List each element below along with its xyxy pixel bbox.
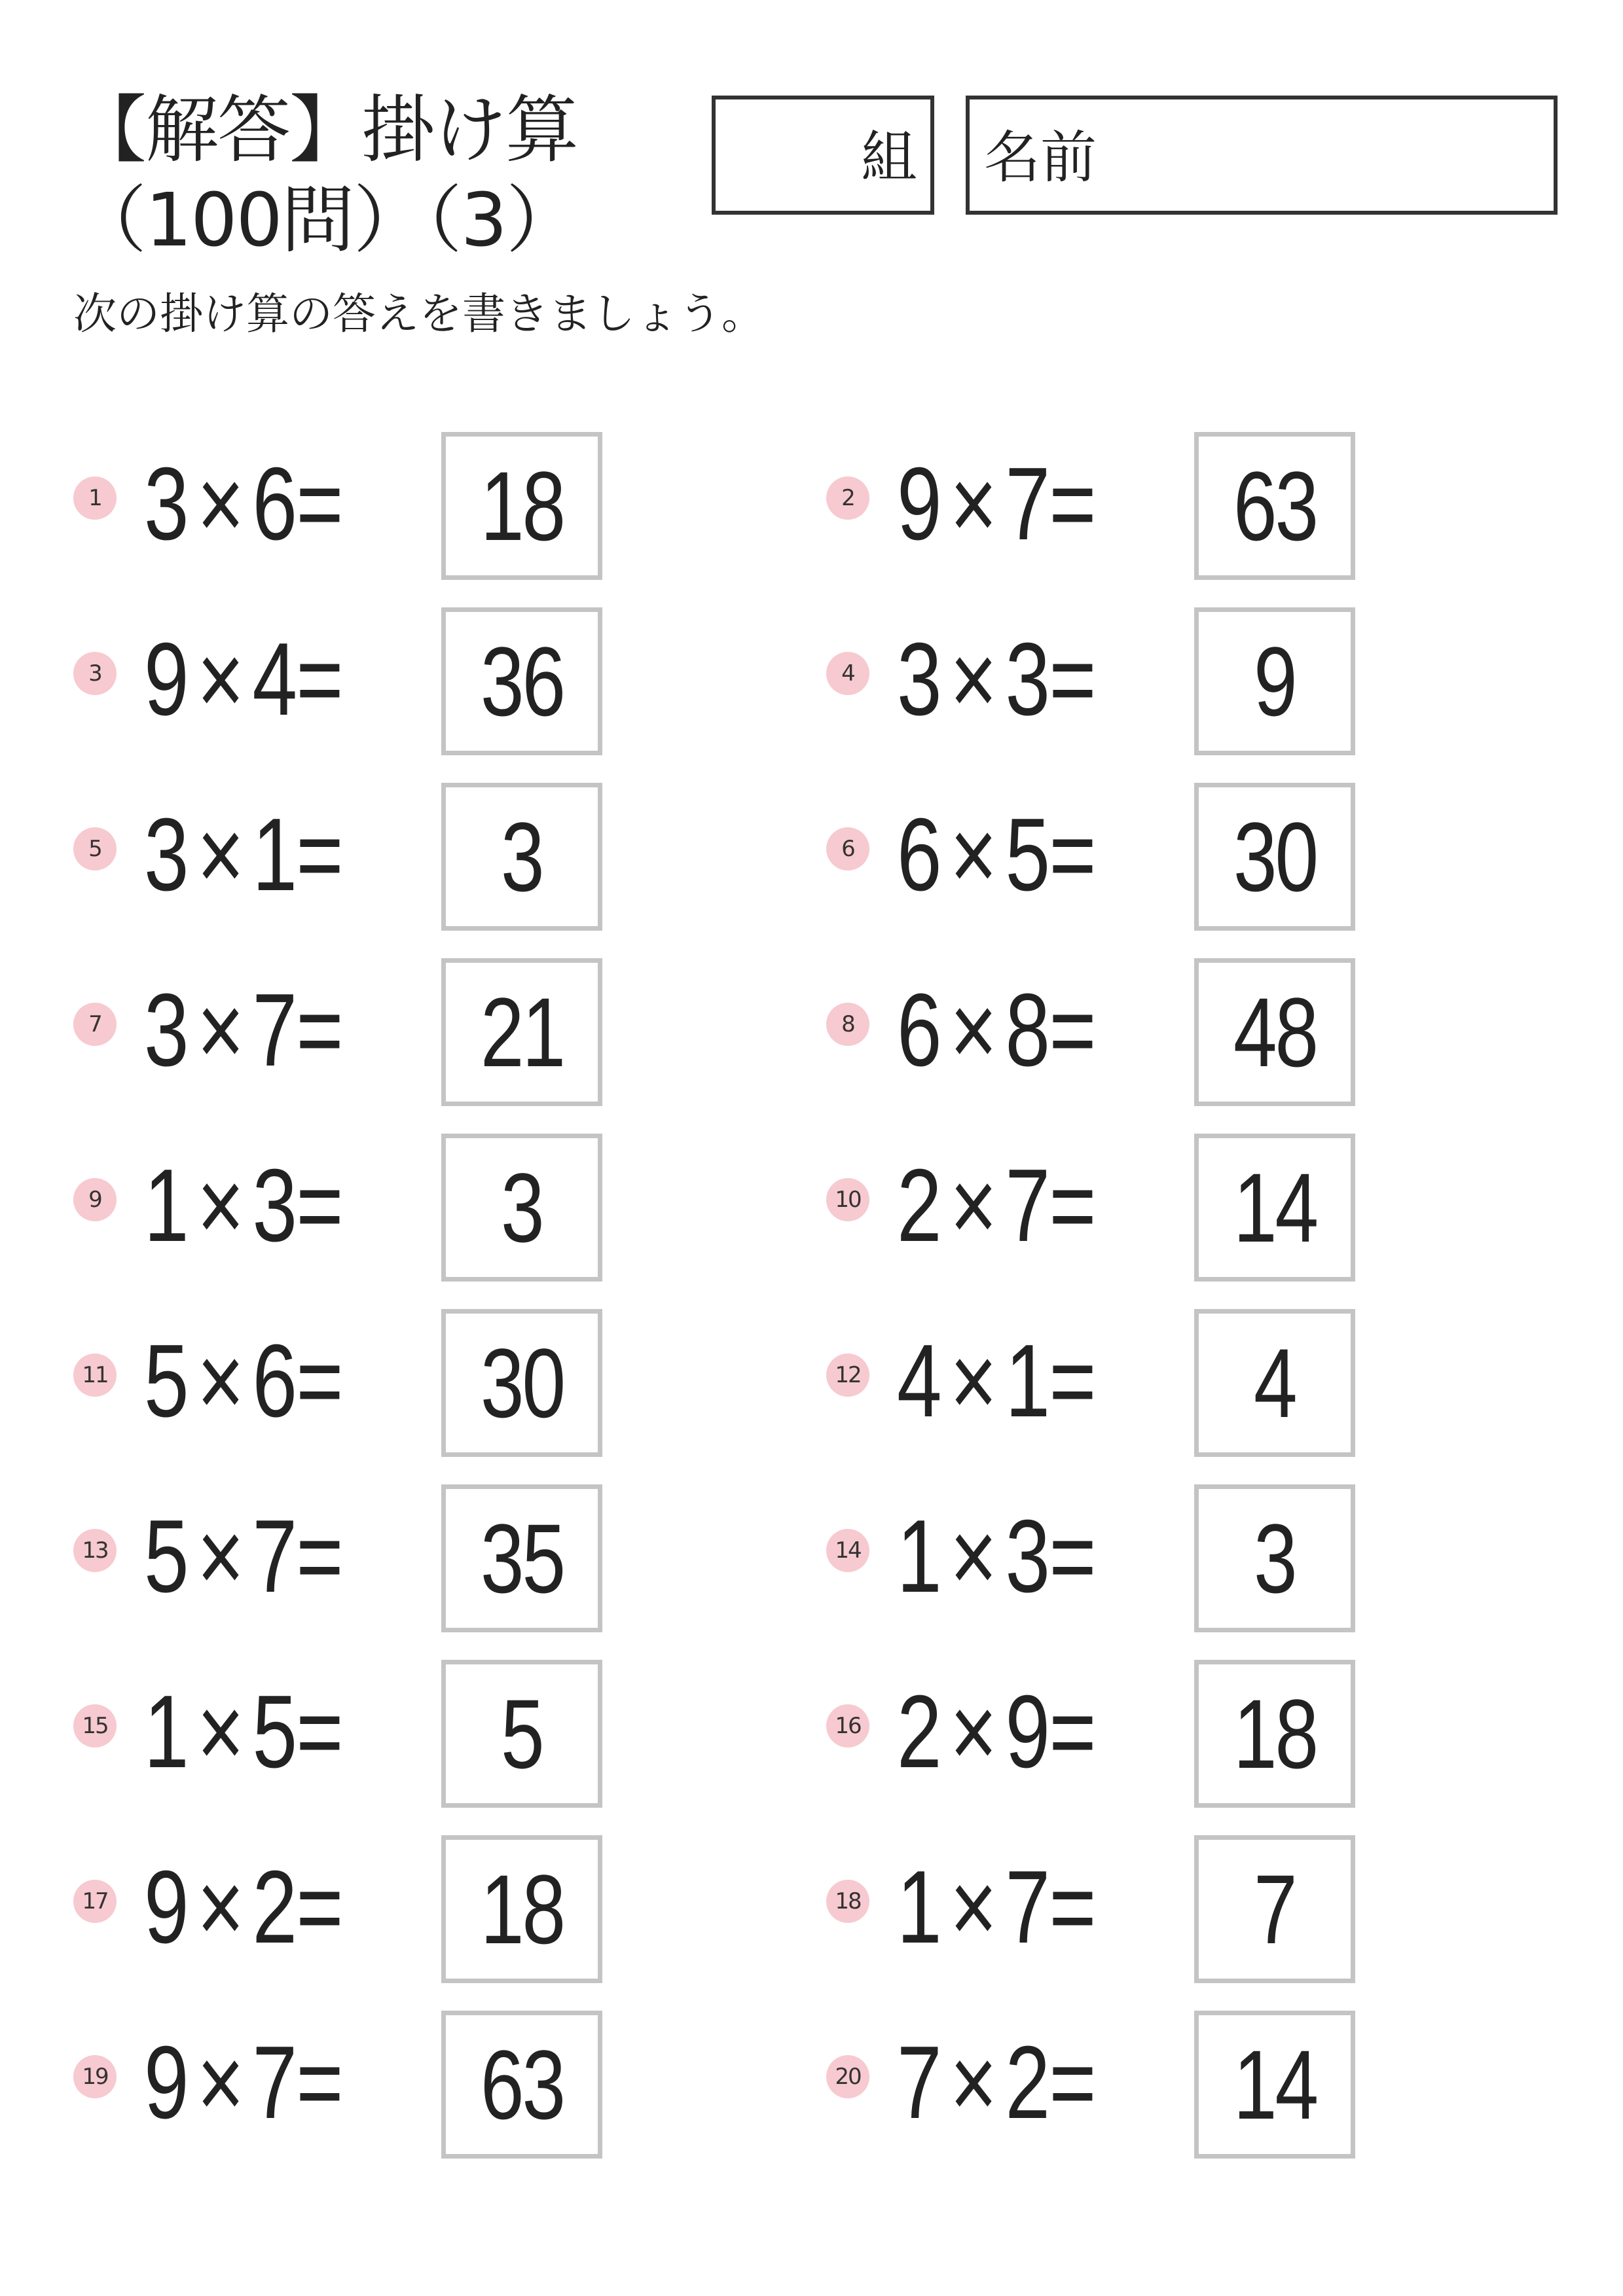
operand-b: 2: [252, 1850, 297, 1965]
times-sign: ×: [950, 797, 996, 912]
answer-box[interactable]: [1194, 2011, 1355, 2159]
equals-sign: =: [1049, 446, 1095, 562]
problem-number-badge: 17: [73, 1880, 117, 1923]
problem-item: [826, 958, 1389, 1106]
problem-expression: [144, 1842, 342, 1973]
title-line-2: （100問）（3）: [73, 178, 579, 263]
operand-b: 6: [252, 1323, 297, 1439]
times-sign: ×: [950, 973, 996, 1088]
equals-sign: =: [296, 1148, 342, 1263]
equals-sign: =: [1049, 797, 1095, 912]
operand-b: 7: [252, 973, 297, 1088]
times-sign: ×: [950, 1499, 996, 1614]
answer-value: 14: [1233, 1153, 1317, 1263]
operand-b: 2: [1005, 2025, 1049, 2140]
title-line-1: 【解答】掛け算: [73, 88, 577, 173]
operand-a: 9: [897, 446, 941, 562]
problem-number-badge: 19: [73, 2055, 117, 2098]
operand-b: 5: [252, 1674, 297, 1789]
problem-item: [826, 1134, 1389, 1282]
answer-box[interactable]: [1194, 958, 1355, 1106]
problem-item: [826, 783, 1389, 931]
operand-b: 7: [252, 1499, 297, 1614]
page-title: [73, 85, 578, 266]
answer-box[interactable]: [441, 1484, 602, 1632]
answer-box[interactable]: [441, 1660, 602, 1808]
problem-number-badge: 6: [826, 827, 869, 870]
equals-sign: =: [296, 2025, 342, 2140]
times-sign: ×: [197, 1323, 244, 1439]
operand-b: 8: [1005, 973, 1049, 1088]
answer-value: 18: [1233, 1679, 1317, 1789]
equals-sign: =: [1049, 1850, 1095, 1965]
answer-box[interactable]: [441, 432, 602, 580]
problem-expression: [144, 1140, 342, 1271]
operand-b: 7: [1005, 1148, 1049, 1263]
times-sign: ×: [950, 2025, 996, 2140]
answer-value: 30: [1233, 802, 1317, 912]
answer-box[interactable]: [1194, 1484, 1355, 1632]
answer-value: 4: [1254, 1328, 1296, 1438]
equals-sign: =: [296, 1323, 342, 1439]
operand-a: 9: [144, 1850, 188, 1965]
problem-number-badge: 20: [826, 2055, 869, 2098]
answer-box[interactable]: [1194, 1134, 1355, 1282]
times-sign: ×: [197, 446, 244, 562]
operand-a: 5: [144, 1499, 188, 1614]
times-sign: ×: [950, 622, 996, 737]
instruction-text: 次の掛け算の答えを書きましょう。: [73, 289, 765, 339]
problem-item: [826, 1835, 1389, 1983]
problem-item: [826, 1660, 1389, 1808]
operand-a: 9: [144, 622, 188, 737]
operand-b: 3: [1005, 1499, 1049, 1614]
problem-number-badge: 5: [73, 827, 117, 870]
answer-box[interactable]: [441, 783, 602, 931]
problem-expression: [897, 789, 1095, 920]
answer-value: 3: [1254, 1503, 1296, 1613]
problem-expression: [144, 1666, 342, 1797]
operand-a: 2: [897, 1148, 941, 1263]
times-sign: ×: [950, 446, 996, 562]
operand-b: 5: [1005, 797, 1049, 912]
operand-a: 9: [144, 2025, 188, 2140]
name-label: 名前: [984, 125, 1097, 190]
problem-item: [826, 607, 1389, 755]
operand-b: 7: [252, 2025, 297, 2140]
equals-sign: =: [296, 446, 342, 562]
equals-sign: =: [1049, 973, 1095, 1088]
problem-number-badge: 3: [73, 652, 117, 695]
problem-expression: [144, 789, 342, 920]
equals-sign: =: [296, 973, 342, 1088]
operand-a: 7: [897, 2025, 941, 2140]
answer-value: 3: [501, 1153, 543, 1263]
problem-number-badge: 11: [73, 1354, 117, 1397]
equals-sign: =: [296, 622, 342, 737]
times-sign: ×: [197, 2025, 244, 2140]
times-sign: ×: [950, 1323, 996, 1439]
problem-expression: [897, 439, 1095, 569]
answer-box[interactable]: [441, 1134, 602, 1282]
answer-value: 18: [480, 451, 564, 561]
operand-a: 6: [897, 797, 941, 912]
problem-expression: [897, 965, 1095, 1096]
times-sign: ×: [197, 973, 244, 1088]
operand-a: 3: [144, 446, 188, 562]
problem-item: [73, 2011, 636, 2159]
problem-item: [73, 783, 636, 931]
problem-expression: [144, 2017, 342, 2148]
problem-expression: [144, 614, 342, 745]
operand-b: 6: [252, 446, 297, 562]
answer-box[interactable]: [1194, 1660, 1355, 1808]
problem-number-badge: 7: [73, 1003, 117, 1046]
answer-value: 5: [501, 1679, 543, 1789]
answer-value: 63: [1233, 451, 1317, 561]
times-sign: ×: [197, 1148, 244, 1263]
times-sign: ×: [950, 1148, 996, 1263]
answer-value: 36: [480, 626, 564, 736]
answer-value: 21: [480, 977, 564, 1087]
problem-expression: [144, 1491, 342, 1622]
operand-a: 4: [897, 1323, 941, 1439]
operand-b: 3: [252, 1148, 297, 1263]
problem-item: [73, 1835, 636, 1983]
answer-box[interactable]: [1194, 432, 1355, 580]
operand-b: 1: [252, 797, 297, 912]
times-sign: ×: [197, 622, 244, 737]
problem-item: [826, 1484, 1389, 1632]
problem-expression: [897, 614, 1095, 745]
problem-number-badge: 14: [826, 1529, 869, 1572]
operand-a: 3: [144, 973, 188, 1088]
operand-a: 1: [144, 1148, 188, 1263]
operand-b: 1: [1005, 1323, 1049, 1439]
problem-number-badge: 8: [826, 1003, 869, 1046]
operand-a: 1: [897, 1850, 941, 1965]
class-field[interactable]: [712, 96, 934, 215]
answer-box[interactable]: [441, 607, 602, 755]
problem-item: [826, 1309, 1389, 1457]
problem-number-badge: 4: [826, 652, 869, 695]
answer-value: 48: [1233, 977, 1317, 1087]
equals-sign: =: [296, 1499, 342, 1614]
operand-a: 3: [897, 622, 941, 737]
answer-box[interactable]: [441, 1835, 602, 1983]
equals-sign: =: [1049, 2025, 1095, 2140]
answer-value: 30: [480, 1328, 564, 1438]
answer-value: 7: [1254, 1854, 1296, 1964]
answer-value: 35: [480, 1503, 564, 1613]
problem-number-badge: 1: [73, 476, 117, 520]
problem-number-badge: 10: [826, 1178, 869, 1221]
operand-a: 1: [144, 1674, 188, 1789]
times-sign: ×: [197, 1850, 244, 1965]
problem-expression: [897, 1666, 1095, 1797]
equals-sign: =: [296, 1674, 342, 1789]
problem-item: [826, 2011, 1389, 2159]
problem-number-badge: 16: [826, 1704, 869, 1748]
equals-sign: =: [296, 797, 342, 912]
operand-a: 1: [897, 1499, 941, 1614]
problem-item: [73, 607, 636, 755]
answer-box[interactable]: [1194, 783, 1355, 931]
operand-b: 7: [1005, 1850, 1049, 1965]
problem-expression: [897, 2017, 1095, 2148]
name-field[interactable]: [966, 96, 1558, 215]
problem-number-badge: 12: [826, 1354, 869, 1397]
answer-value: 3: [501, 802, 543, 912]
equals-sign: =: [1049, 1148, 1095, 1263]
answer-value: 14: [1233, 2030, 1317, 2140]
problem-item: [826, 432, 1389, 580]
operand-b: 7: [1005, 446, 1049, 562]
problem-expression: [144, 1316, 342, 1446]
equals-sign: =: [1049, 1323, 1095, 1439]
problem-expression: [897, 1842, 1095, 1973]
problem-number-badge: 9: [73, 1178, 117, 1221]
problem-expression: [897, 1140, 1095, 1271]
operand-b: 3: [1005, 622, 1049, 737]
answer-value: 18: [480, 1854, 564, 1964]
problem-number-badge: 15: [73, 1704, 117, 1748]
operand-b: 4: [252, 622, 297, 737]
problem-expression: [897, 1491, 1095, 1622]
problem-item: [73, 432, 636, 580]
times-sign: ×: [197, 1499, 244, 1614]
answer-value: 63: [480, 2030, 564, 2140]
class-label: 組: [861, 125, 917, 190]
answer-box[interactable]: [441, 958, 602, 1106]
answer-box[interactable]: [441, 2011, 602, 2159]
equals-sign: =: [1049, 622, 1095, 737]
times-sign: ×: [197, 797, 244, 912]
problem-expression: [144, 965, 342, 1096]
answer-box[interactable]: [1194, 1835, 1355, 1983]
answer-box[interactable]: [1194, 1309, 1355, 1457]
answer-value: 9: [1254, 626, 1296, 736]
problem-number-badge: 2: [826, 476, 869, 520]
answer-box[interactable]: [441, 1309, 602, 1457]
times-sign: ×: [950, 1674, 996, 1789]
problem-item: [73, 958, 636, 1106]
problem-item: [73, 1660, 636, 1808]
times-sign: ×: [197, 1674, 244, 1789]
problem-number-badge: 18: [826, 1880, 869, 1923]
problem-item: [73, 1484, 636, 1632]
operand-a: 5: [144, 1323, 188, 1439]
problem-item: [73, 1134, 636, 1282]
operand-a: 2: [897, 1674, 941, 1789]
equals-sign: =: [1049, 1499, 1095, 1614]
operand-b: 9: [1005, 1674, 1049, 1789]
problem-expression: [144, 439, 342, 569]
answer-box[interactable]: [1194, 607, 1355, 755]
problem-item: [73, 1309, 636, 1457]
operand-a: 3: [144, 797, 188, 912]
times-sign: ×: [950, 1850, 996, 1965]
operand-a: 6: [897, 973, 941, 1088]
equals-sign: =: [1049, 1674, 1095, 1789]
problem-number-badge: 13: [73, 1529, 117, 1572]
problem-expression: [897, 1316, 1095, 1446]
equals-sign: =: [296, 1850, 342, 1965]
